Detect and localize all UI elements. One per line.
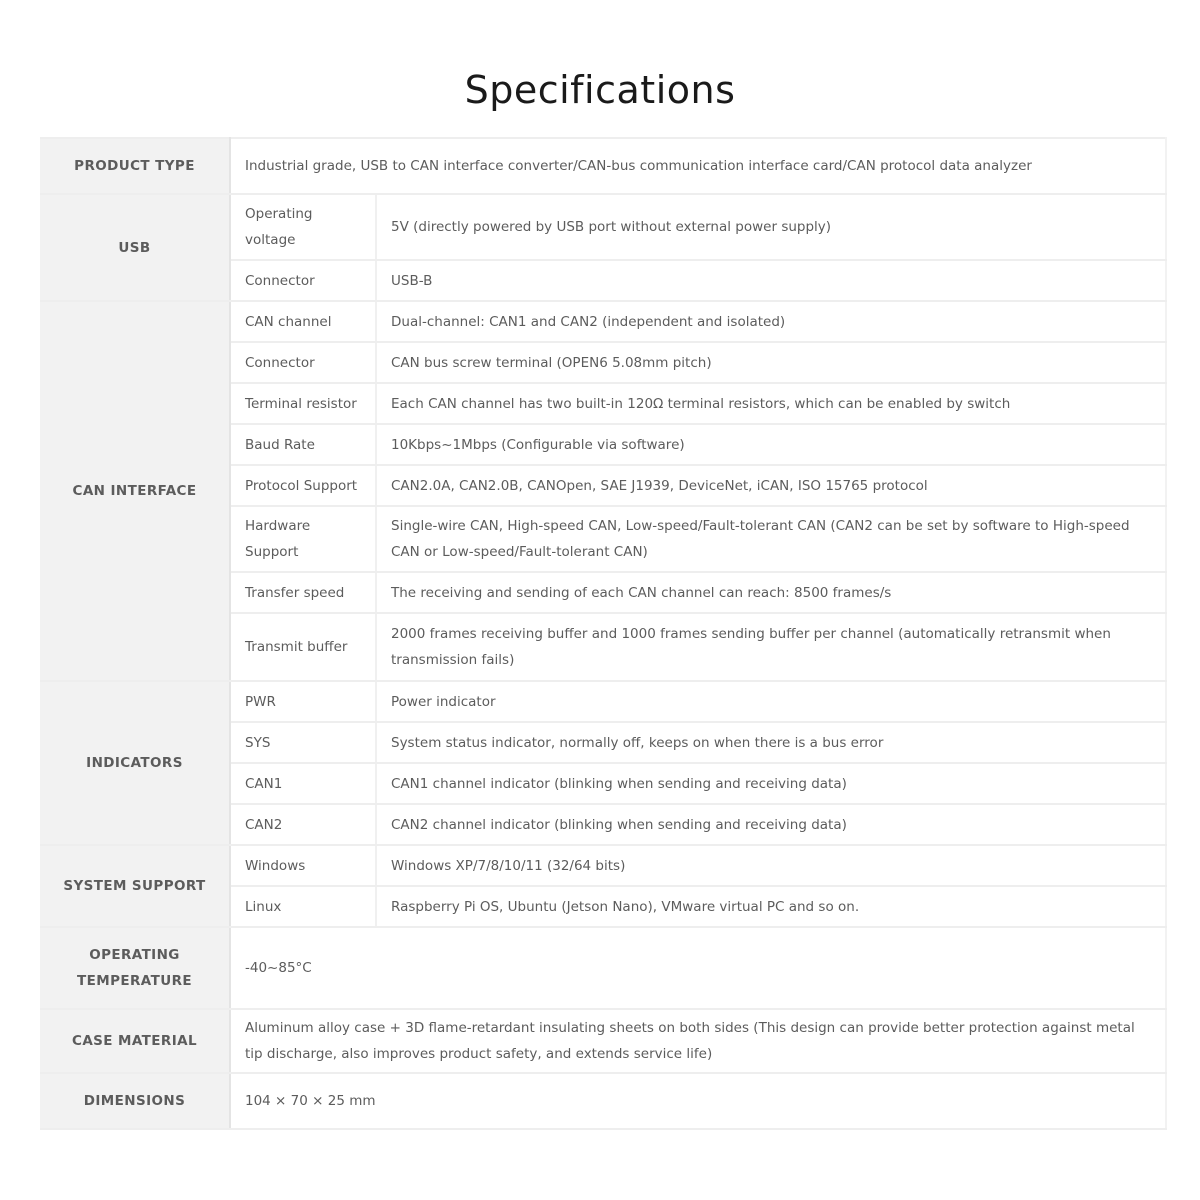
specifications-table xyxy=(40,137,1167,1130)
spec-value: 5V (directly powered by USB port without external power supply) xyxy=(376,194,1166,260)
spec-value: Each CAN channel has two built-in 120Ω terminal resistors, which can be enabled by switch xyxy=(376,383,1166,424)
spec-key: Terminal resistor xyxy=(230,383,376,424)
table-row xyxy=(40,301,1166,342)
spec-value: USB-B xyxy=(376,260,1166,301)
spec-value: Dual-channel: CAN1 and CAN2 (independent and isolated) xyxy=(376,301,1166,342)
operating-temperature-value: -40~85°C xyxy=(230,927,1166,1009)
spec-key: Transfer speed xyxy=(230,572,376,613)
table-row xyxy=(40,845,1166,886)
spec-key: SYS xyxy=(230,722,376,763)
spec-value: CAN2 channel indicator (blinking when sending and receiving data) xyxy=(376,804,1166,845)
case-material-value: Aluminum alloy case + 3D flame-retardant insulating sheets on both sides (This design can provide better protection against metal tip discharge, also improves product safety, and extends service life) xyxy=(230,1009,1166,1073)
spec-key: Linux xyxy=(230,886,376,927)
spec-key: Baud Rate xyxy=(230,424,376,465)
spec-key: Transmit buffer xyxy=(230,613,376,681)
spec-value: 2000 frames receiving buffer and 1000 frames sending buffer per channel (automatically retransmit when transmission fails) xyxy=(376,613,1166,681)
spec-value: CAN1 channel indicator (blinking when sending and receiving data) xyxy=(376,763,1166,804)
table-row xyxy=(40,681,1166,722)
spec-key: Protocol Support xyxy=(230,465,376,506)
spec-key: Operating voltage xyxy=(230,194,376,260)
product-type-value: Industrial grade, USB to CAN interface converter/CAN-bus communication interface card/CAN protocol data analyzer xyxy=(230,138,1166,194)
spec-value: Raspberry Pi OS, Ubuntu (Jetson Nano), VMware virtual PC and so on. xyxy=(376,886,1166,927)
category-can-interface: CAN INTERFACE xyxy=(40,301,230,681)
category-operating-temperature: OPERATING TEMPERATURE xyxy=(40,927,230,1009)
dimensions-value: 104 × 70 × 25 mm xyxy=(230,1073,1166,1129)
spec-value: System status indicator, normally off, keeps on when there is a bus error xyxy=(376,722,1166,763)
table-row xyxy=(40,927,1166,1009)
spec-key: PWR xyxy=(230,681,376,722)
category-case-material: CASE MATERIAL xyxy=(40,1009,230,1073)
table-row xyxy=(40,138,1166,194)
spec-key: Connector xyxy=(230,342,376,383)
spec-key: CAN1 xyxy=(230,763,376,804)
table-row xyxy=(40,1009,1166,1073)
category-system-support: SYSTEM SUPPORT xyxy=(40,845,230,927)
category-indicators: INDICATORS xyxy=(40,681,230,845)
spec-value: CAN2.0A, CAN2.0B, CANOpen, SAE J1939, DeviceNet, iCAN, ISO 15765 protocol xyxy=(376,465,1166,506)
spec-key: Connector xyxy=(230,260,376,301)
category-dimensions: DIMENSIONS xyxy=(40,1073,230,1129)
category-usb: USB xyxy=(40,194,230,301)
spec-value: 10Kbps~1Mbps (Configurable via software) xyxy=(376,424,1166,465)
table-row xyxy=(40,194,1166,260)
spec-value: Windows XP/7/8/10/11 (32/64 bits) xyxy=(376,845,1166,886)
spec-key: CAN channel xyxy=(230,301,376,342)
table-row xyxy=(40,1073,1166,1129)
spec-value: CAN bus screw terminal (OPEN6 5.08mm pitch) xyxy=(376,342,1166,383)
category-product-type: PRODUCT TYPE xyxy=(40,138,230,194)
spec-value: Single-wire CAN, High-speed CAN, Low-speed/Fault-tolerant CAN (CAN2 can be set by software to High-speed CAN or Low-speed/Fault-tolerant CAN) xyxy=(376,506,1166,572)
page-title: Specifications xyxy=(464,68,736,112)
spec-value: Power indicator xyxy=(376,681,1166,722)
spec-key: Hardware Support xyxy=(230,506,376,572)
spec-key: CAN2 xyxy=(230,804,376,845)
spec-value: The receiving and sending of each CAN channel can reach: 8500 frames/s xyxy=(376,572,1166,613)
spec-key: Windows xyxy=(230,845,376,886)
